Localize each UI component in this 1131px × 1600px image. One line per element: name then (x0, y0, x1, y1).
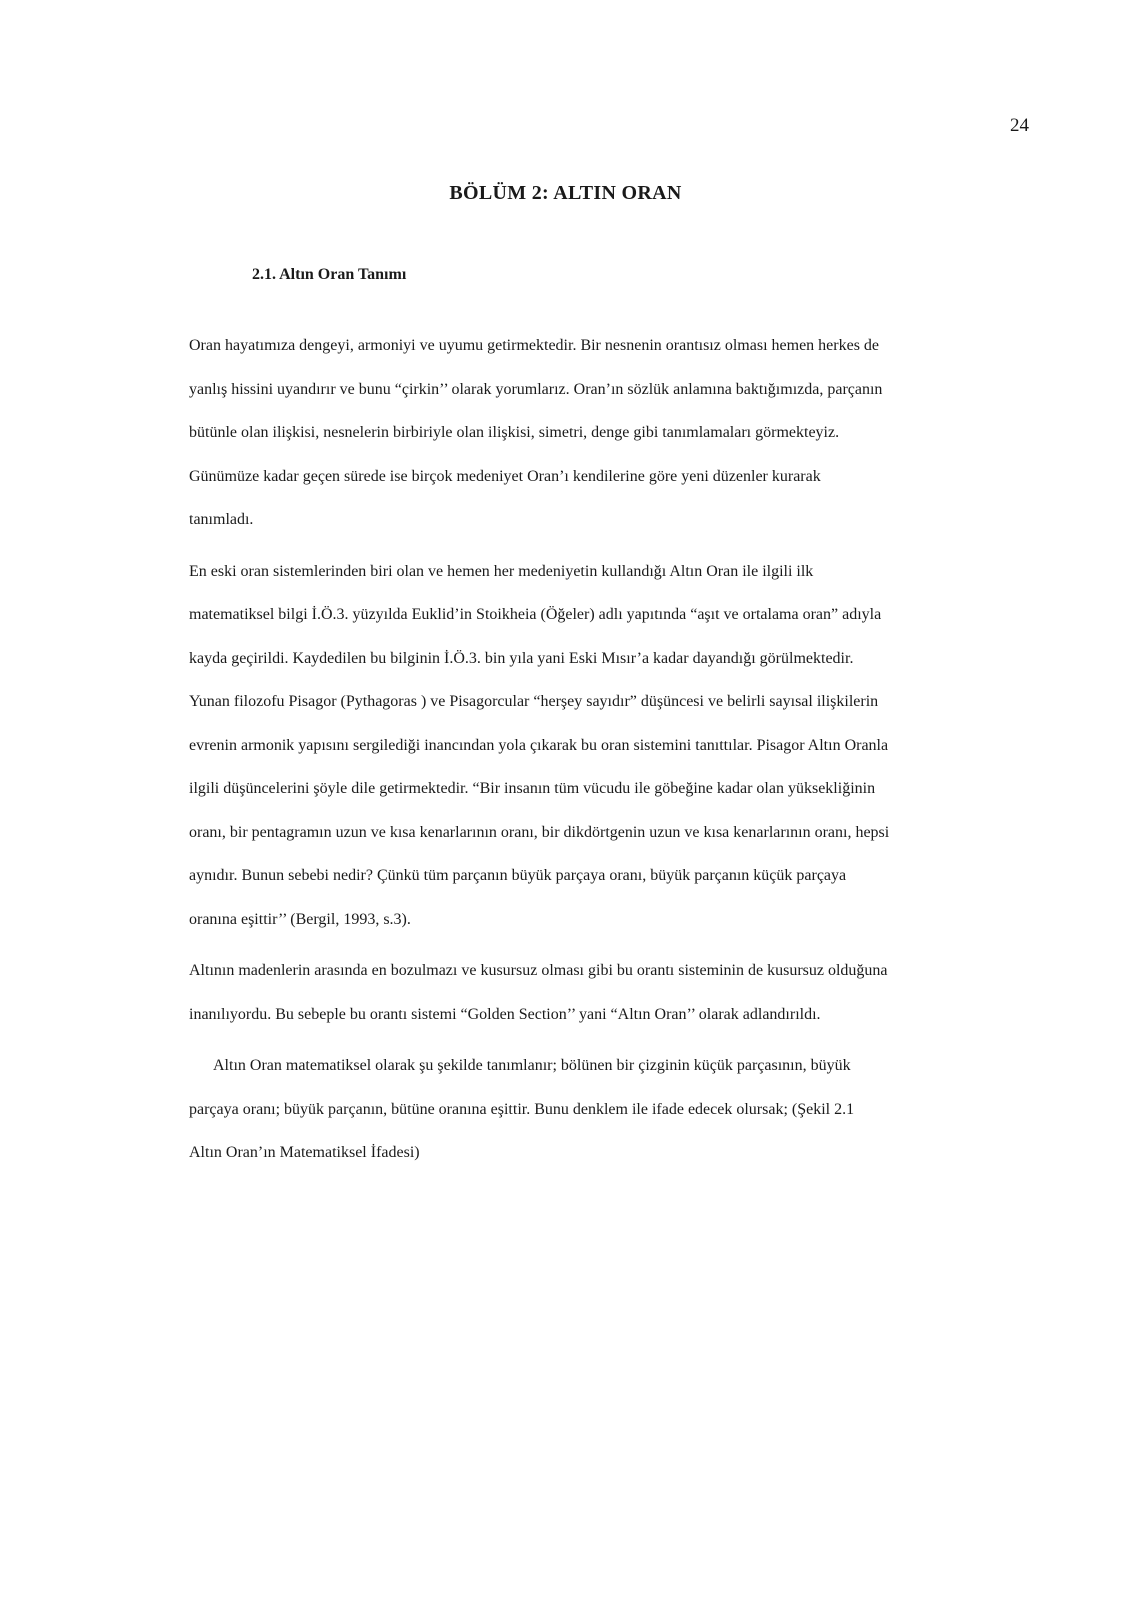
text-line: evrenin armonik yapısını sergilediği inancından yola çıkarak bu oran sistemini tanıttılar. Pisagor Altın Oranla (189, 736, 889, 754)
document-body (189, 324, 1025, 1175)
section-title: 2.1. Altın Oran Tanımı (252, 266, 407, 283)
text-line: Günümüze kadar geçen sürede ise birçok medeniyet Oran’ı kendilerine göre yeni düzenler kurarak (189, 467, 821, 485)
text-line: aynıdır. Bunun sebebi nedir? Çünkü tüm parçanın büyük parçaya oranı, büyük parçanın küçük parçaya (189, 867, 847, 884)
text-line: Oran hayatımıza dengeyi, armoniyi ve uyumu getirmektedir. Bir nesnenin orantısız olması hemen herkes de (189, 337, 880, 354)
text-line: kayda geçirildi. Kaydedilen bu bilginin İ.Ö.3. bin yıla yani Eski Mısır’a kadar dayandığı görülmektedir. (189, 649, 854, 667)
text-line: tanımladı. (189, 511, 254, 528)
text-line: inanılıyordu. Bu sebeple bu orantı sistemi “Golden Section’’ yani “Altın Oran’’ olarak adlandırıldı. (189, 1005, 821, 1023)
text-line: bütünle olan ilişkisi, nesnelerin birbiriyle olan ilişkisi, simetri, denge gibi tanımlamaları görmekteyiz. (189, 424, 840, 441)
text-line: Yunan filozofu Pisagor (Pythagoras ) ve Pisagorcular “herşey sayıdır” düşüncesi ve belirli sayısal ilişkilerin (189, 693, 879, 710)
text-line: Altın Oran matematiksel olarak şu şekilde tanımlanır; bölünen bir çizginin küçük parçasının, büyük (213, 1057, 851, 1074)
text-line: parçaya oranı; büyük parçanın, bütüne oranına eşittir. Bunu denklem ile ifade edecek olursak; (Şekil 2.1 (189, 1100, 855, 1118)
text-line: matematiksel bilgi İ.Ö.3. yüzyılda Euklid’in Stoikheia (Öğeler) adlı yapıtında “aşıt ve ortalama oran” adıyla (189, 606, 882, 623)
text-line: oranı, bir pentagramın uzun ve kısa kenarlarının oranı, bir dikdörtgenin uzun ve kısa kenarlarının oranı, hepsi (189, 823, 890, 841)
text-line: En eski oran sistemlerinden biri olan ve hemen her medeniyetin kullandığı Altın Oran ile ilgili ilk (189, 562, 814, 580)
paragraph-oran-definition (189, 324, 1025, 542)
page-number: 24 (1010, 115, 1029, 136)
paragraph-history (189, 550, 1025, 942)
text-line: yanlış hissini uyandırır ve bunu “çirkin’’ olarak yorumlarız. Oran’ın sözlük anlamına baktığımızda, parçanın (189, 380, 883, 398)
text-line: oranına eşittir’’ (Bergil, 1993, s.3). (189, 910, 411, 928)
chapter-title: BÖLÜM 2: ALTIN ORAN (449, 182, 682, 204)
paragraph-math-definition (189, 1044, 1025, 1175)
text-line: ilgili düşüncelerini şöyle dile getirmektedir. “Bir insanın tüm vücudu ile göbeğine kadar olan yüksekliğinin (189, 780, 876, 797)
text-line: Altın Oran’ın Matematiksel İfadesi) (189, 1144, 420, 1161)
text-line: Altının madenlerin arasında en bozulmazı ve kusursuz olması gibi bu orantı sisteminin de kusursuz olduğuna (189, 962, 888, 979)
paragraph-golden-section (189, 949, 1025, 1036)
